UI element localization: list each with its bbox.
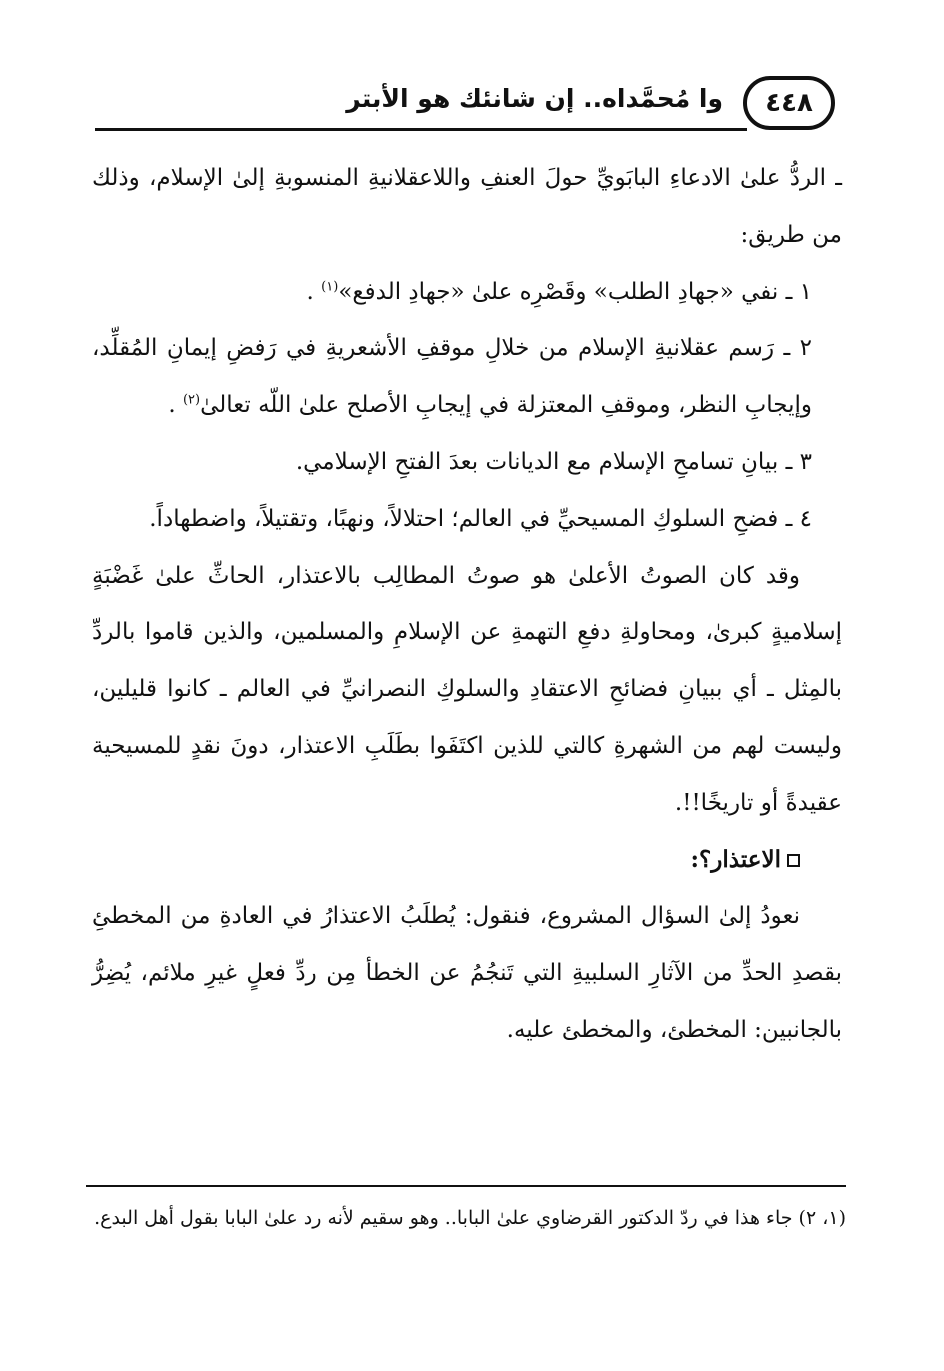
square-bullet-icon (787, 854, 800, 867)
footnote-rule (86, 1185, 846, 1187)
list-item-2-end: . (168, 392, 183, 419)
list-item-3: ٣ ـ بيانِ تسامحِ الإسلام مع الديانات بعدَ الفتحِ الإسلامي. (295, 448, 812, 475)
running-title: وا مُحمَّداه.. إن شانئك هو الأبتر (346, 84, 723, 113)
page-body (92, 150, 842, 1059)
list-item-4: ٤ ـ فضحِ السلوكِ المسيحيِّ في العالم؛ احتلالاً، ونهبًا، وتقتيلاً، واضطهاداً. (149, 505, 812, 532)
section-heading-text: الاعتذار؟: (690, 845, 781, 873)
list-item-2-text: ٢ ـ رَسم عقلانيةِ الإسلام من خلالِ موقفِ الأشعريةِ في رَفضِ إيمانِ المُقلِّد، وإيجابِ النظر، وموقفِ المعتزلة في إيجابِ الأصلح علىٰ اللّه تعالىٰ (92, 335, 812, 419)
section-heading (92, 832, 842, 889)
footnote-ref-1: (١) (321, 278, 339, 294)
page-number: ٤٤٨ (743, 76, 835, 130)
footnote-text: (١، ٢) جاء هذا في ردّ الدكتور القرضاوي علىٰ البابا.. وهو سقيم لأنه رد علىٰ البابا بقول أهل البدع. (94, 1207, 846, 1229)
paragraph-2: نعودُ إلىٰ السؤال المشروع، فنقول: يُطلَبُ الاعتذارُ في العادةِ من المخطئِ بقصدِ الحدِّ من الآثارِ السلبيةِ التي تَنجُمُ عن الخطأ مِن ردِّ فعلٍ غيرِ ملائم، يُضِرُّ بالجانبين: المخطئ، والمخطئ عليه. (92, 903, 842, 1043)
footnote-area (86, 1192, 846, 1244)
page-header (95, 70, 835, 142)
header-rule (95, 128, 747, 131)
list-item-1 (92, 264, 842, 321)
footnote-ref-2: (٢) (182, 392, 201, 408)
intro-line: ـ الردُّ علىٰ الادعاءِ البابَويِّ حولَ العنفِ واللاعقلانيةِ المنسوبةِ إلىٰ الإسلام، وذلك من طريق: (92, 165, 842, 248)
list-item-1-end: . (306, 278, 322, 305)
list-item-1-text: ١ ـ نفي «جهادِ الطلب» وقَصْرِه علىٰ «جهادِ الدفع» (338, 278, 812, 305)
list-item-2 (92, 320, 842, 434)
paragraph-1: وقد كان الصوتُ الأعلىٰ هو صوتُ المطالِب بالاعتذار، الحاثِّ علىٰ غَضْبَةٍ إسلاميةٍ كبرىٰ، ومحاولةِ دفعِ التهمةِ عن الإسلامِ والمسلمين، والذين قاموا بالردِّ بالمِثل ـ أي ببيانِ فضائحِ الاعتقادِ والسلوكِ النصرانيِّ في العالم ـ كانوا قليلين، وليست لهم من الشهرةِ كالتي للذين اكتَفَوا بطَلَبِ الاعتذار، دونَ نقدٍ للمسيحية عقيدةً أو تاريخًا!!. (92, 562, 843, 816)
